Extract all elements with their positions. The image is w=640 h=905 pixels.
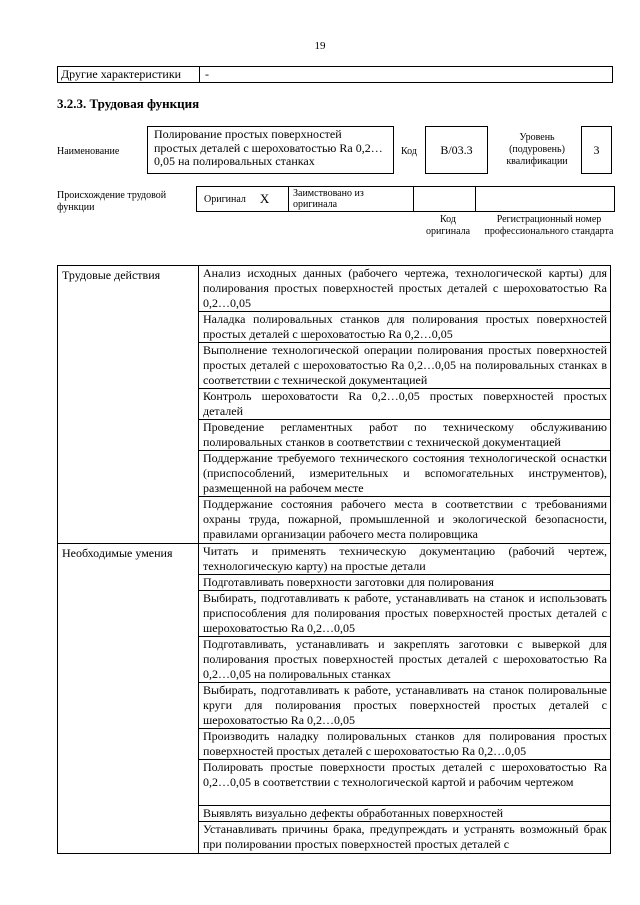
required-skills-label: Необходимые умения <box>58 544 199 853</box>
code-label: Код <box>401 146 417 157</box>
original-label: Оригинал <box>204 193 246 205</box>
origin-table <box>196 186 615 212</box>
labor-actions-label: Трудовые действия <box>58 266 199 543</box>
other-characteristics-row <box>57 66 613 83</box>
required-skills-group <box>58 544 610 853</box>
labor-action-item: Поддержание состояния рабочего места в соответствии с требованиями охраны труда, пожарной, промышленной и экологической безопасности, правилами организации рабочего места полировщика <box>203 497 607 542</box>
original-cell <box>197 187 289 211</box>
level-value-box: 3 <box>581 126 612 174</box>
level-label: Уровень (подуровень) квалификации <box>506 132 568 167</box>
skill-item: Выбирать, подготавливать к работе, устанавливать на станок и использовать приспособления для полирования простых поверхностей простых деталей с шероховатостью Ra 0,2…0,05 <box>199 591 610 637</box>
other-characteristics-label: Другие характеристики <box>58 67 200 82</box>
skill-item: Устанавливать причины брака, предупреждать и устранять возможный брак при полировании простых поверхностей простых деталей с <box>203 822 607 852</box>
function-code-box: B/03.3 <box>425 126 488 174</box>
labor-action-item: Проведение регламентных работ по техническому обслуживанию полировальных станков в соответствии с технической документацией <box>199 420 610 451</box>
original-mark: X <box>259 191 270 206</box>
origin-label: Происхождение трудовой функции <box>57 190 167 213</box>
labor-action-item: Анализ исходных данных (рабочего чертежа, технологической карты) для полирования простых поверхностей простых деталей с шероховатостью Ra 0,2…0,05 <box>199 266 610 312</box>
reg-number-caption: Регистрационный номер профессионального стандарта <box>484 214 614 237</box>
skill-item: Выявлять визуально дефекты обработанных поверхностей <box>199 806 610 822</box>
skill-item: Читать и применять техническую документацию (рабочий чертеж, технологическую карту) на простые детали <box>199 544 610 575</box>
labor-actions-group <box>58 266 610 544</box>
name-label: Наименование <box>57 146 120 157</box>
skill-item: Подготавливать поверхности заготовки для полирования <box>199 575 610 591</box>
code-original-caption: Код оригинала <box>425 214 471 237</box>
labor-action-item: Контроль шероховатости Ra 0,2…0,05 простых поверхностей простых деталей <box>199 389 610 420</box>
section-title: 3.2.3. Трудовая функция <box>57 96 200 111</box>
labor-action-item: Наладка полировальных станков для полирования простых поверхностей простых деталей с шероховатостью Ra 0,2…0,05 <box>199 312 610 343</box>
skill-item: Полировать простые поверхности простых деталей с шероховатостью Ra 0,2…0,05 в соответствии с технологической картой и рабочим чертежом <box>199 760 610 806</box>
page-number: 19 <box>314 40 326 52</box>
skill-item: Выбирать, подготавливать к работе, устанавливать на станок полировальные круги для полирования простых поверхностей простых деталей с шероховатостью Ra 0,2…0,05 <box>199 683 610 729</box>
skill-item: Подготавливать, устанавливать и закреплять заготовки с выверкой для полирования простых поверхностей простых деталей с шероховатостью Ra 0,2…0,05 на полировальных станках <box>199 637 610 683</box>
function-name-box: Полирование простых поверхностей простых деталей с шероховатостью Ra 0,2…0,05 на полировальных станках <box>147 126 394 174</box>
other-characteristics-value: - <box>205 67 209 81</box>
labor-action-item: Выполнение технологической операции полирования простых поверхностей простых деталей с шероховатостью Ra 0,2…0,05 на полировальных станках в соответствии с технической документацией <box>199 343 610 389</box>
reg-number-cell <box>476 187 614 211</box>
borrowed-cell: Заимствовано из оригинала <box>289 187 414 211</box>
labor-action-item: Поддержание требуемого технического состояния технологической оснастки (приспособлений, измерительных и вспомогательных инструментов), размещенной на рабочем месте <box>199 451 610 497</box>
original-code-cell <box>414 187 476 211</box>
skill-item: Производить наладку полировальных станков для полирования простых поверхностей простых деталей с шероховатостью Ra 0,2…0,05 <box>199 729 610 760</box>
main-table <box>57 265 611 854</box>
